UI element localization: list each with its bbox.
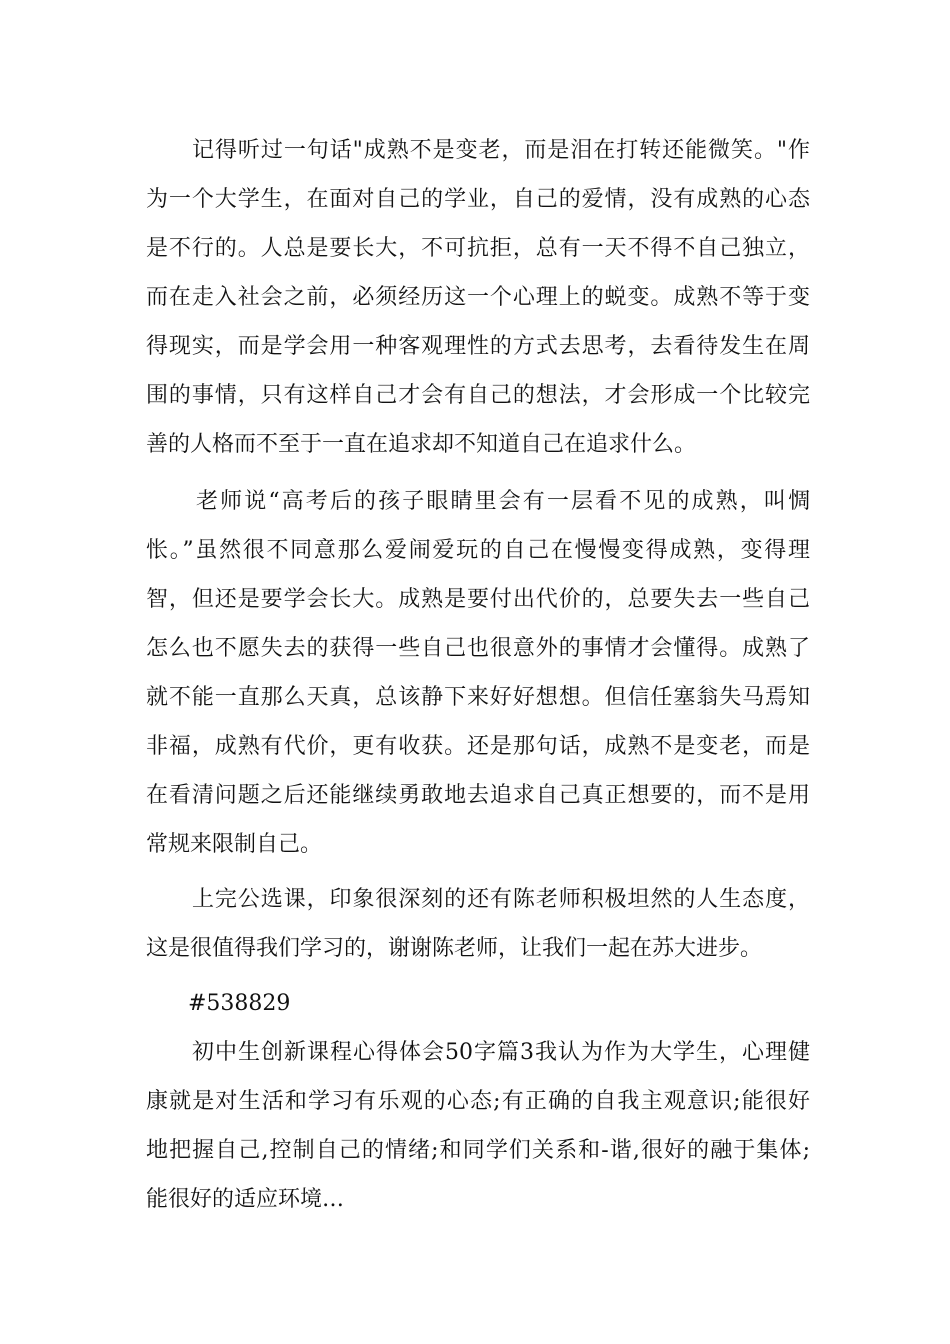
paragraph-2-line-7: 在看清问题之后还能继续勇敢地去追求自己真正想要的，而不是用 [146, 783, 810, 808]
paragraph-5-line-1: 初中生创新课程心得体会50字篇3我认为作为大学生，心理健 [192, 1040, 810, 1065]
paragraph-3-line-1: 上完公选课，印象很深刻的还有陈老师积极坦然的人生态度， [192, 887, 810, 912]
paragraph-1-line-7: 善的人格而不至于一直在追求却不知道自己在追求什么。 [146, 432, 697, 457]
paragraph-2-line-5: 就不能一直那么天真，总该静下来好好想想。但信任塞翁失马焉知 [146, 685, 810, 710]
paragraph-2-line-6: 非福，成熟有代价，更有收获。还是那句话，成熟不是变老，而是 [146, 734, 810, 759]
paragraph-1-line-3: 是不行的。人总是要长大，不可抗拒，总有一天不得不自己独立， [146, 236, 810, 261]
paragraph-5-line-4: 能很好的适应环境… [146, 1187, 345, 1212]
paragraph-5-line-3: 地把握自己,控制自己的情绪;和同学们关系和-谐,很好的融于集体; [146, 1138, 810, 1163]
paragraph-1-line-1: 记得听过一句话"成熟不是变老，而是泪在打转还能微笑。"作 [192, 138, 810, 163]
paragraph-2-line-2: 怅。”虽然很不同意那么爱闹爱玩的自己在慢慢变得成熟，变得理 [146, 538, 810, 563]
paragraph-1-line-4: 而在走入社会之前，必须经历这一个心理上的蜕变。成熟不等于变 [146, 285, 810, 310]
paragraph-2-line-8: 常规来限制自己。 [146, 832, 323, 857]
paragraph-3-line-2: 这是很值得我们学习的，谢谢陈老师，让我们一起在苏大进步。 [146, 936, 763, 961]
paragraph-2-line-4: 怎么也不愿失去的获得一些自己也很意外的事情才会懂得。成熟了 [146, 636, 810, 661]
paragraph-1-line-5: 得现实，而是学会用一种客观理性的方式去思考，去看待发生在周 [146, 334, 810, 359]
paragraph-5-line-2: 康就是对生活和学习有乐观的心态;有正确的自我主观意识;能很好 [146, 1089, 810, 1114]
paragraph-2-line-1: 老师说“高考后的孩子眼睛里会有一层看不见的成熟，叫惆 [196, 489, 810, 514]
document-id-line: #538829 [188, 991, 291, 1016]
paragraph-2-line-3: 智，但还是要学会长大。成熟是要付出代价的，总要失去一些自己 [146, 587, 810, 612]
paragraph-1-line-6: 围的事情，只有这样自己才会有自己的想法，才会形成一个比较完 [146, 383, 810, 408]
paragraph-1-line-2: 为一个大学生，在面对自己的学业，自己的爱情，没有成熟的心态 [146, 187, 810, 212]
